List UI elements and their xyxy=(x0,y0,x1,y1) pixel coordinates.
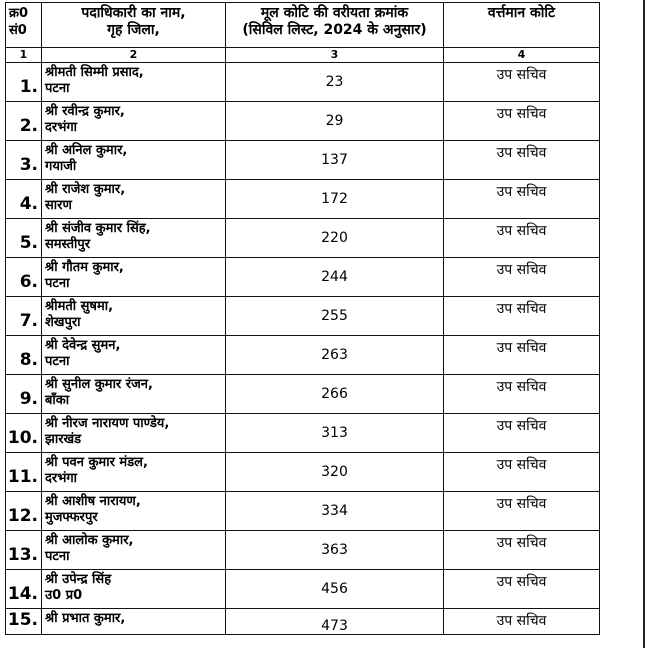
header-row xyxy=(6,3,600,48)
current-cadre-cell: उप सचिव xyxy=(444,219,600,258)
officer-seniority-table xyxy=(5,2,600,635)
officer-name: श्री संजीव कुमार सिंह, xyxy=(45,221,151,236)
seniority-number-cell: 137 xyxy=(226,141,444,180)
home-district: झारखंड xyxy=(45,432,82,447)
current-cadre-cell: उप सचिव xyxy=(444,297,600,336)
seniority-number-cell: 313 xyxy=(226,414,444,453)
current-cadre-cell: उप सचिव xyxy=(444,570,600,609)
header-seniority-number: मूल कोटि की वरीयता क्रमांक (सिविल लिस्ट, 2024 के अनुसार) xyxy=(226,3,444,48)
table-row xyxy=(6,297,600,336)
seniority-number-cell: 220 xyxy=(226,219,444,258)
table-row xyxy=(6,375,600,414)
serial-number-cell: 11. xyxy=(6,453,42,492)
serial-number-cell: 12. xyxy=(6,492,42,531)
officer-name: श्री आशीष नारायण, xyxy=(45,494,141,509)
table-body xyxy=(6,63,600,635)
current-cadre-cell: उप सचिव xyxy=(444,102,600,141)
table-row xyxy=(6,141,600,180)
officer-name: श्री गौतम कुमार, xyxy=(45,260,124,275)
home-district: समस्तीपुर xyxy=(45,237,91,252)
seniority-number-cell: 244 xyxy=(226,258,444,297)
home-district: मुजफ्फरपुर xyxy=(45,510,98,525)
table-row xyxy=(6,219,600,258)
current-cadre-cell: उप सचिव xyxy=(444,531,600,570)
seniority-number-cell: 255 xyxy=(226,297,444,336)
officer-name: श्री आलोक कुमार, xyxy=(45,533,134,548)
officer-name: श्रीमती सुषमा, xyxy=(45,299,114,314)
page-border xyxy=(643,0,645,648)
home-district: शेखपुरा xyxy=(45,315,81,330)
current-cadre-cell: उप सचिव xyxy=(444,375,600,414)
serial-number-cell: 4. xyxy=(6,180,42,219)
officer-name-cell xyxy=(42,453,226,492)
header-current-cadre: वर्त्तमान कोटि xyxy=(444,3,600,48)
officer-name-cell xyxy=(42,297,226,336)
officer-name-cell xyxy=(42,609,226,635)
column-number: 1 xyxy=(6,48,42,63)
seniority-number-cell: 320 xyxy=(226,453,444,492)
column-number: 3 xyxy=(226,48,444,63)
serial-number-cell: 2. xyxy=(6,102,42,141)
seniority-number-cell: 263 xyxy=(226,336,444,375)
home-district: बाँका xyxy=(45,393,70,408)
current-cadre-cell: उप सचिव xyxy=(444,414,600,453)
table-row xyxy=(6,258,600,297)
officer-name-cell xyxy=(42,336,226,375)
officer-name-cell xyxy=(42,258,226,297)
serial-number-cell: 3. xyxy=(6,141,42,180)
table-row xyxy=(6,414,600,453)
home-district: दरभंगा xyxy=(45,120,78,135)
officer-name: श्रीमती सिम्मी प्रसाद, xyxy=(45,65,144,80)
seniority-number-cell: 266 xyxy=(226,375,444,414)
current-cadre-cell: उप सचिव xyxy=(444,492,600,531)
current-cadre-cell: उप सचिव xyxy=(444,336,600,375)
officer-name-cell xyxy=(42,102,226,141)
officer-name: श्री रवीन्द्र कुमार, xyxy=(45,104,125,119)
table-row xyxy=(6,180,600,219)
seniority-number-cell: 473 xyxy=(226,609,444,635)
home-district: उ0 प्र0 xyxy=(45,588,83,603)
table-row xyxy=(6,570,600,609)
home-district: सारण xyxy=(45,198,72,213)
serial-number-cell: 8. xyxy=(6,336,42,375)
home-district: गयाजी xyxy=(45,159,77,174)
serial-number-cell: 10. xyxy=(6,414,42,453)
officer-name: श्री राजेश कुमार, xyxy=(45,182,126,197)
home-district: पटना xyxy=(45,81,70,96)
officer-name: श्री उपेन्द्र सिंह xyxy=(45,572,112,587)
officer-name-cell xyxy=(42,375,226,414)
home-district: पटना xyxy=(45,354,70,369)
seniority-number-cell: 334 xyxy=(226,492,444,531)
officer-name-cell xyxy=(42,63,226,102)
seniority-number-cell: 363 xyxy=(226,531,444,570)
table-row xyxy=(6,492,600,531)
officer-name: श्री अनिल कुमार, xyxy=(45,143,128,158)
seniority-number-cell: 456 xyxy=(226,570,444,609)
seniority-number-cell: 172 xyxy=(226,180,444,219)
officer-name-cell xyxy=(42,492,226,531)
officer-name-cell xyxy=(42,531,226,570)
column-number: 2 xyxy=(42,48,226,63)
table-row xyxy=(6,102,600,141)
serial-number-cell: 15. xyxy=(6,609,42,635)
serial-number-cell: 6. xyxy=(6,258,42,297)
serial-number-cell: 13. xyxy=(6,531,42,570)
table-row xyxy=(6,609,600,635)
home-district: पटना xyxy=(45,276,70,291)
serial-number-cell: 1. xyxy=(6,63,42,102)
officer-name: श्री प्रभात कुमार, xyxy=(45,611,126,626)
column-number: 4 xyxy=(444,48,600,63)
officer-name-cell xyxy=(42,180,226,219)
current-cadre-cell: उप सचिव xyxy=(444,141,600,180)
current-cadre-cell: उप सचिव xyxy=(444,453,600,492)
table-row xyxy=(6,531,600,570)
officer-name: श्री देवेन्द्र सुमन, xyxy=(45,338,121,353)
table-row xyxy=(6,63,600,102)
officer-name: श्री पवन कुमार मंडल, xyxy=(45,455,148,470)
officer-name-cell xyxy=(42,570,226,609)
header-serial-number: क्र0 सं0 xyxy=(6,3,42,48)
serial-number-cell: 9. xyxy=(6,375,42,414)
home-district: पटना xyxy=(45,549,70,564)
serial-number-cell: 7. xyxy=(6,297,42,336)
table-row xyxy=(6,453,600,492)
table-row xyxy=(6,336,600,375)
column-number-row xyxy=(6,48,600,63)
current-cadre-cell: उप सचिव xyxy=(444,180,600,219)
header-officer-name: पदाधिकारी का नाम, गृह जिला, xyxy=(42,3,226,48)
current-cadre-cell: उप सचिव xyxy=(444,63,600,102)
officer-name: श्री सुनील कुमार रंजन, xyxy=(45,377,153,392)
home-district: दरभंगा xyxy=(45,471,78,486)
serial-number-cell: 14. xyxy=(6,570,42,609)
officer-name-cell xyxy=(42,414,226,453)
officer-name-cell xyxy=(42,141,226,180)
seniority-number-cell: 23 xyxy=(226,63,444,102)
serial-number-cell: 5. xyxy=(6,219,42,258)
officer-name-cell xyxy=(42,219,226,258)
officer-name: श्री नीरज नारायण पाण्डेय, xyxy=(45,416,170,431)
current-cadre-cell: उप सचिव xyxy=(444,609,600,635)
seniority-number-cell: 29 xyxy=(226,102,444,141)
current-cadre-cell: उप सचिव xyxy=(444,258,600,297)
